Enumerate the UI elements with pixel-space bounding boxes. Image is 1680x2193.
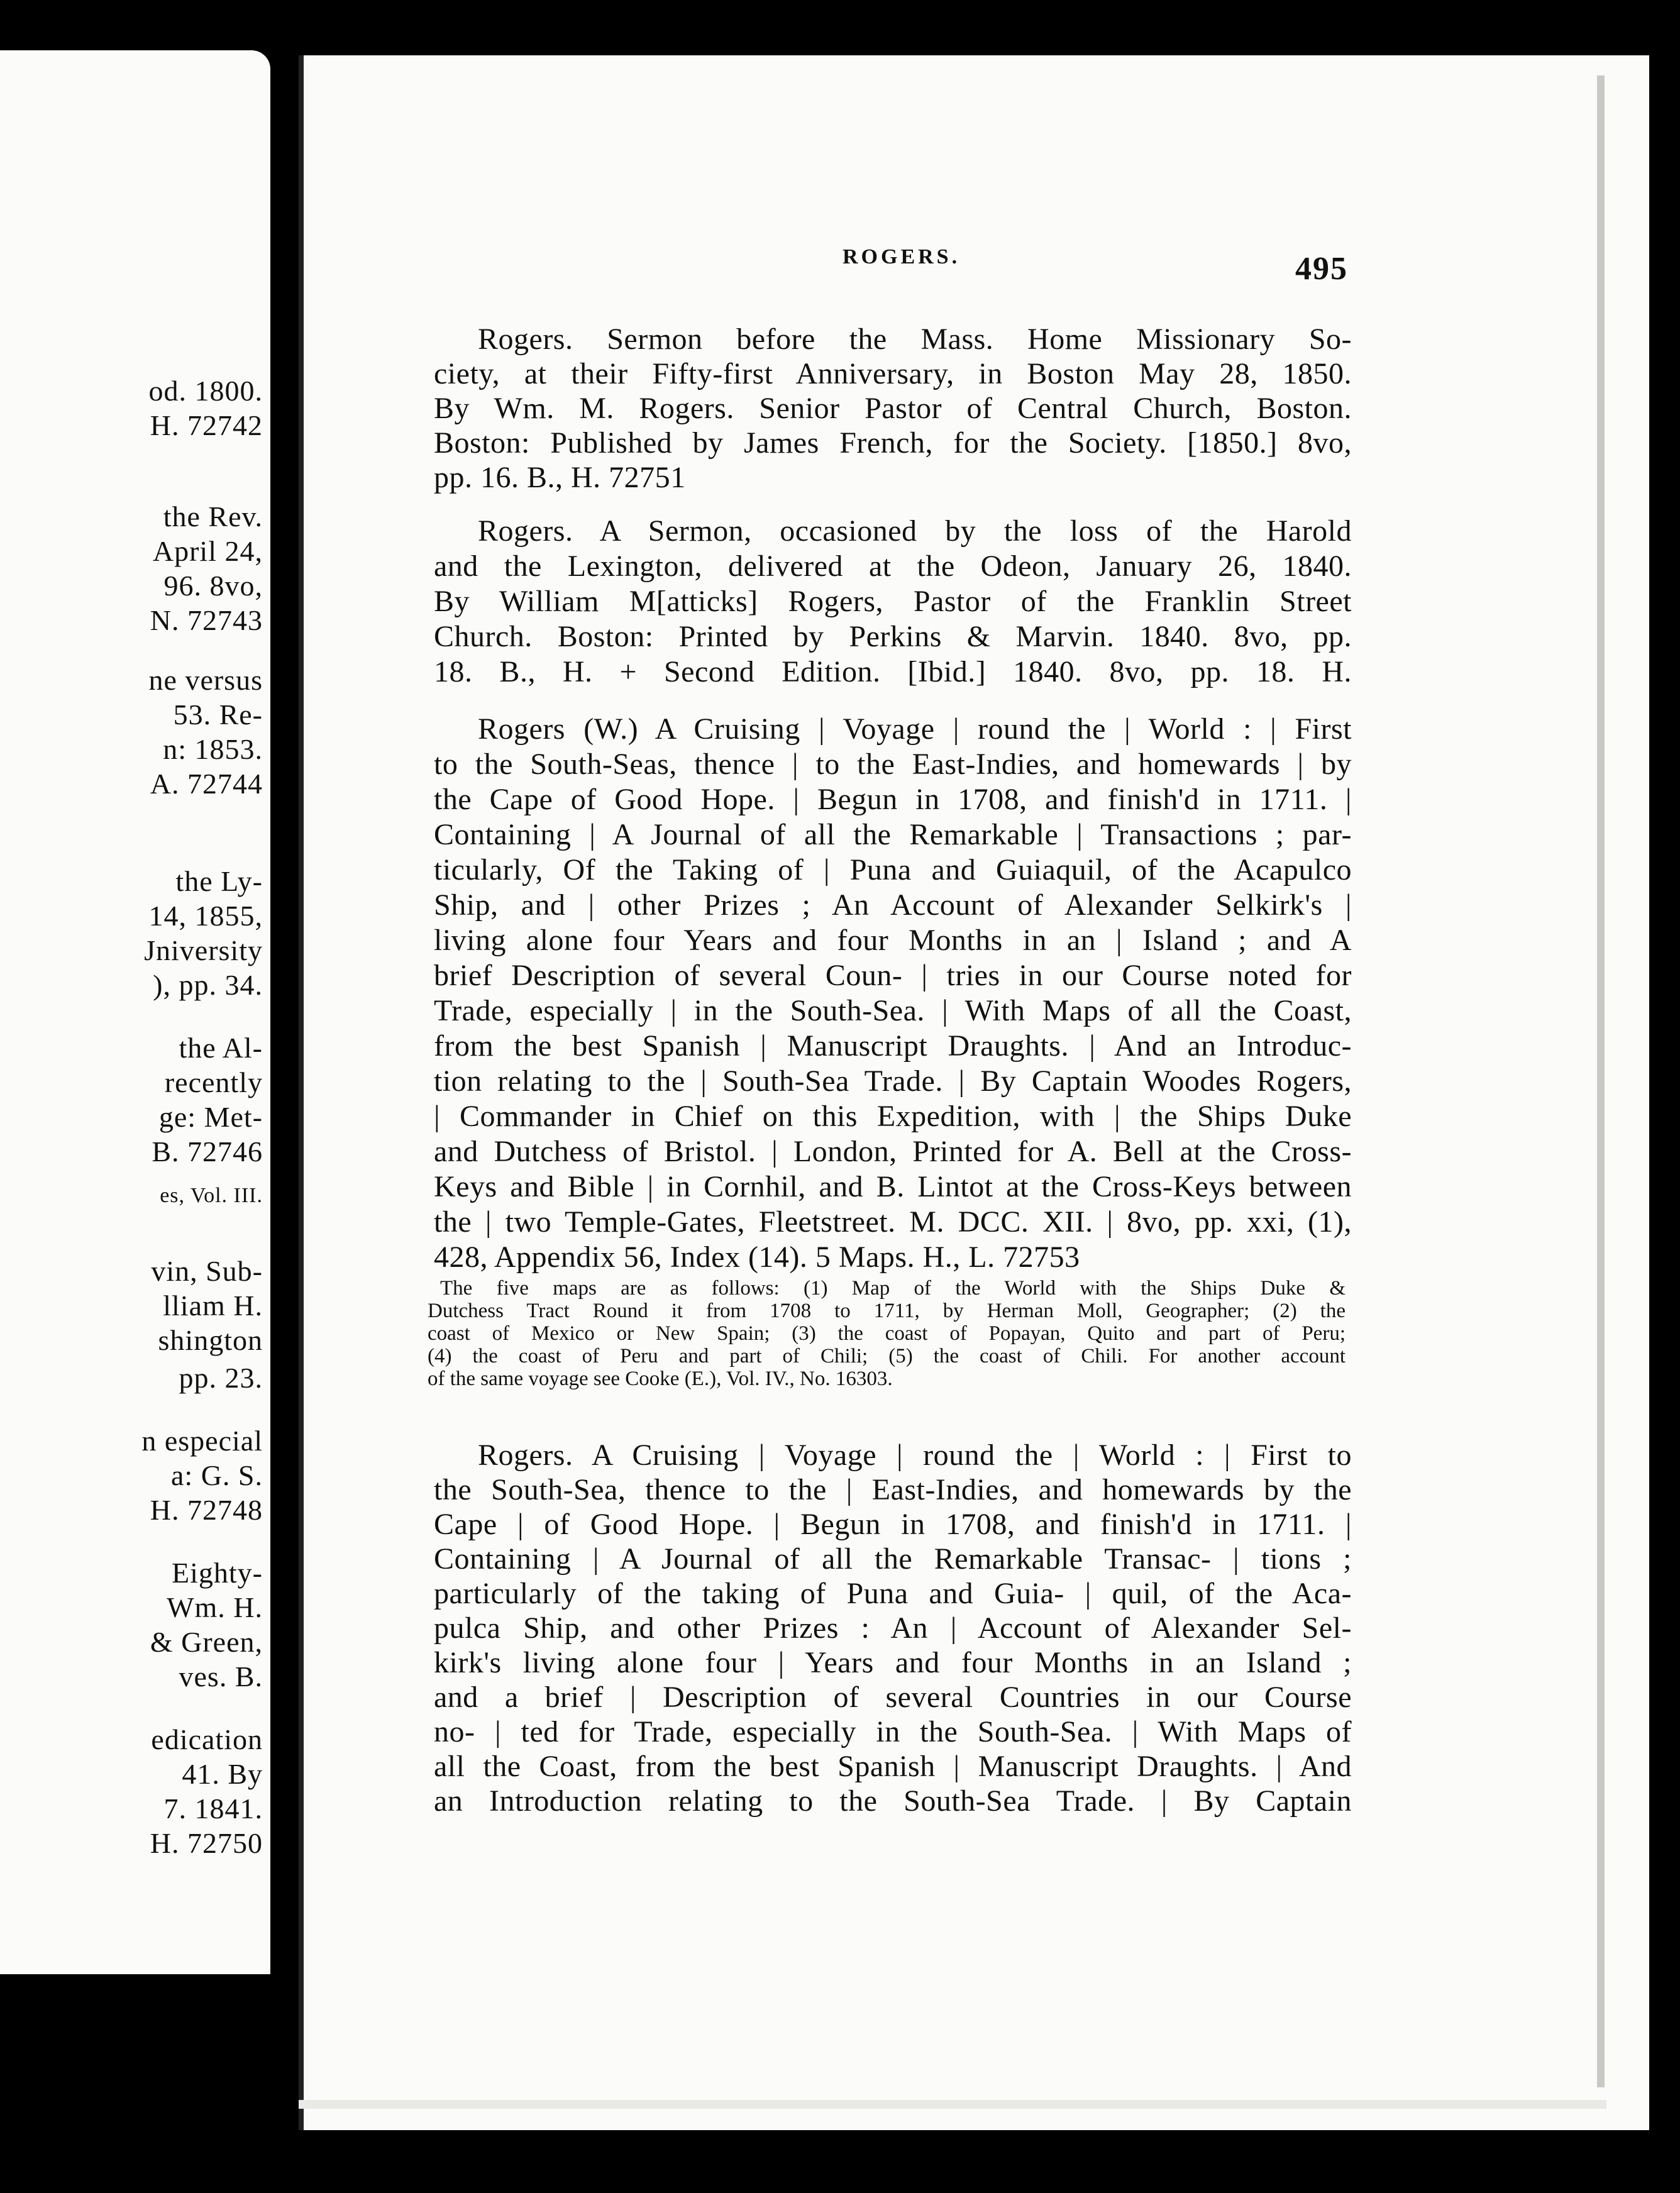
entry-line: Containing | A Journal of all the Remarkable Transac- | tions ; <box>434 1542 1352 1576</box>
facing-page-line: ge: Met- <box>158 1101 263 1133</box>
entry-line: Containing | A Journal of all the Remarkable | Transactions ; par- <box>434 818 1352 851</box>
facing-page-line: edication <box>151 1723 263 1755</box>
entry-line: the Cape of Good Hope. | Begun in 1708, and finish'd in 1711. | <box>434 783 1352 816</box>
page-number: 495 <box>1295 251 1348 287</box>
entry-line: and the Lexington, delivered at the Odeon, January 26, 1840. <box>434 550 1352 583</box>
facing-page-line: Eighty- <box>172 1557 263 1589</box>
entry-line: By Wm. M. Rogers. Senior Pastor of Central Church, Boston. <box>434 392 1352 425</box>
facing-page-line: A. 72744 <box>150 768 263 800</box>
entry-line: ticularly, Of the Taking of | Puna and Guiaquil, of the Acapulco <box>434 853 1352 887</box>
entry-line: Ship, and | other Prizes ; An Account of Alexander Selkirk's | <box>434 888 1352 922</box>
footnote-line: coast of Mexico or New Spain; (3) the coast of Popayan, Quito and part of Peru; <box>428 1322 1346 1345</box>
entry-line: Boston: Published by James French, for the Society. [1850.] 8vo, <box>434 426 1352 460</box>
facing-page-line: n especial <box>141 1425 263 1457</box>
facing-page-line: vin, Sub- <box>151 1255 263 1287</box>
facing-page-line: B. 72746 <box>152 1135 263 1168</box>
entry-line: Rogers. Sermon before the Mass. Home Missionary So- <box>478 323 1352 356</box>
entry-line: kirk's living alone four | Years and four Months in an Island ; <box>434 1646 1352 1679</box>
facing-page-line: the Al- <box>179 1032 263 1064</box>
footnote-line: of the same voyage see Cooke (E.), Vol. IV., No. 16303. <box>428 1367 893 1390</box>
facing-page-line: Jniversity <box>144 934 263 966</box>
entry-line: an Introduction relating to the South-Sea Trade. | By Captain <box>434 1784 1352 1818</box>
entry-line: the | two Temple-Gates, Fleetstreet. M. DCC. XII. | 8vo, pp. xxi, (1), <box>434 1205 1352 1239</box>
footnote-line: (4) the coast of Peru and part of Chili; (5) the coast of Chili. For another account <box>428 1345 1346 1367</box>
facing-page-line: H. 72748 <box>150 1494 263 1526</box>
facing-page-line: H. 72750 <box>150 1827 263 1859</box>
entry-line: | Commander in Chief on this Expedition, with | the Ships Duke <box>434 1100 1352 1133</box>
facing-page-line: lliam H. <box>163 1290 263 1322</box>
entry-line: and a brief | Description of several Countries in our Course <box>434 1681 1352 1714</box>
facing-page-line: es, Vol. III. <box>160 1184 263 1207</box>
facing-page-line: recently <box>164 1066 263 1098</box>
footnote-line: Dutchess Tract Round it from 1708 to 1711, by Herman Moll, Geographer; (2) the <box>428 1300 1346 1322</box>
facing-page-line: 41. By <box>182 1758 263 1790</box>
facing-page-line: a: G. S. <box>171 1459 263 1491</box>
facing-page-line: N. 72743 <box>150 604 263 636</box>
facing-page-line: April 24, <box>152 535 263 567</box>
running-head: ROGERS. <box>843 245 961 268</box>
entry-line: By William M[atticks] Rogers, Pastor of the Franklin Street <box>434 585 1352 618</box>
entry-line: from the best Spanish | Manuscript Draughts. | And an Introduc- <box>434 1029 1352 1063</box>
entry-line: to the South-Seas, thence | to the East-Indies, and homewards | by <box>434 748 1352 781</box>
entry-line: Trade, especially | in the South-Sea. | With Maps of all the Coast, <box>434 994 1352 1027</box>
entry-line: pulca Ship, and other Prizes : An | Account of Alexander Sel- <box>434 1611 1352 1645</box>
facing-page-line: 53. Re- <box>173 699 263 731</box>
facing-page-line: n: 1853. <box>163 733 263 765</box>
facing-page-line: ne versus <box>148 664 263 696</box>
facing-page-line: ), pp. 34. <box>153 969 263 1001</box>
entry-line: and Dutchess of Bristol. | London, Printed for A. Bell at the Cross- <box>434 1135 1352 1168</box>
entry-line: tion relating to the | South-Sea Trade. | By Captain Woodes Rogers, <box>434 1064 1352 1098</box>
entry-line: Rogers (W.) A Cruising | Voyage | round the | World : | First <box>478 712 1352 746</box>
entry-line: living alone four Years and four Months in an | Island ; and A <box>434 924 1352 957</box>
facing-page-line: & Green, <box>150 1626 263 1658</box>
entry-line: no- | ted for Trade, especially in the South-Sea. | With Maps of <box>434 1715 1352 1748</box>
entry-line: Cape | of Good Hope. | Begun in 1708, and finish'd in 1711. | <box>434 1508 1352 1541</box>
footnote-line: The five maps are as follows: (1) Map of the World with the Ships Duke & <box>440 1277 1346 1300</box>
entry-line: Keys and Bible | in Cornhil, and B. Lintot at the Cross-Keys between <box>434 1170 1352 1203</box>
entry-line: Rogers. A Sermon, occasioned by the loss of the Harold <box>478 514 1352 548</box>
facing-page-line: 96. 8vo, <box>163 570 263 602</box>
entry-line: brief Description of several Coun- | tries in our Course noted for <box>434 959 1352 992</box>
facing-page-line: H. 72742 <box>150 409 263 441</box>
entry-line: the South-Sea, thence to the | East-Indies, and homewards by the <box>434 1473 1352 1506</box>
facing-page-line: 7. 1841. <box>163 1793 263 1825</box>
entry-line: 428, Appendix 56, Index (14). 5 Maps. H., L. 72753 <box>434 1240 1080 1274</box>
facing-page-line: the Rev. <box>163 500 263 533</box>
facing-page-line: shington <box>158 1324 263 1356</box>
facing-page-line: od. 1800. <box>148 375 263 407</box>
facing-page-line: ves. B. <box>179 1660 263 1693</box>
facing-page-line: pp. 23. <box>179 1362 263 1394</box>
facing-page-line: Wm. H. <box>167 1591 263 1623</box>
entry-line: pp. 16. B., H. 72751 <box>434 461 686 494</box>
entry-line: ciety, at their Fifty-first Anniversary, in Boston May 28, 1850. <box>434 357 1352 390</box>
entry-line: Church. Boston: Printed by Perkins & Marvin. 1840. 8vo, pp. <box>434 620 1352 653</box>
facing-page-line: the Ly- <box>175 865 263 897</box>
entry-line: 18. B., H. + Second Edition. [Ibid.] 1840. 8vo, pp. 18. H. <box>434 655 1352 688</box>
facing-page-line: 14, 1855, <box>148 900 263 932</box>
entry-line: Rogers. A Cruising | Voyage | round the | World : | First to <box>478 1439 1352 1472</box>
entry-line: particularly of the taking of Puna and Guia- | quil, of the Aca- <box>434 1577 1352 1610</box>
entry-line: all the Coast, from the best Spanish | Manuscript Draughts. | And <box>434 1750 1352 1783</box>
